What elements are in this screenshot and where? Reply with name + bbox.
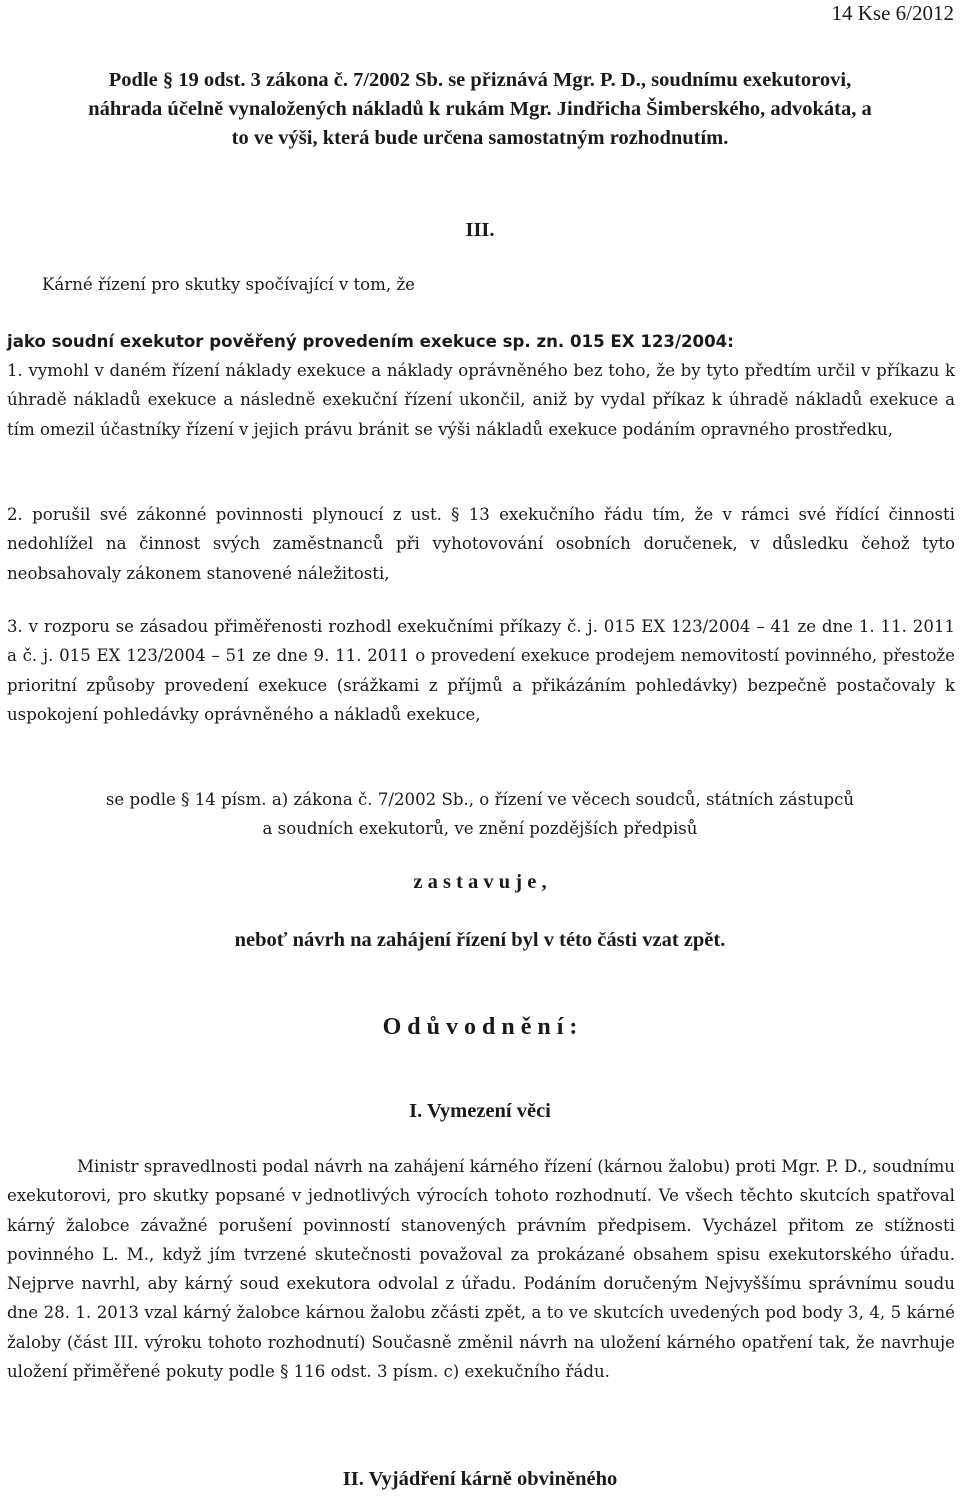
legal-basis-line-2: a soudních exekutorů, ve znění pozdějších předpisů bbox=[262, 819, 698, 839]
case-reference: 14 Kse 6/2012 bbox=[831, 1, 954, 25]
legal-basis-line-1: se podle § 14 písm. a) zákona č. 7/2002 Sb., o řízení ve věcech soudců, státních zástupců bbox=[105, 790, 855, 809]
verdict-iii-point-2: 2. porušil své zákonné povinnosti plynoucí z ust. § 13 exekučního řádu tím, že v rámci své řídící činnosti nedohlížel na činnost svých zaměstnanců při vyhotovování osobních doručenek, v důsledku čehož tyto neobsahovaly zákonem stanovené náležitosti, bbox=[7, 505, 955, 583]
verdict-ii-block bbox=[30, 66, 930, 153]
legal-basis bbox=[0, 785, 960, 844]
verdict-ii-line-1: Podle § 19 odst. 3 zákona č. 7/2002 Sb. se přiznává Mgr. P. D., soudnímu exekutorovi, bbox=[108, 69, 852, 91]
verdict-ii-line-2: náhrada účelně vynaložených nákladů k rukám Mgr. Jindřicha Šimberského, advokáta, a bbox=[88, 98, 872, 120]
decision-reason: neboť návrh na zahájení řízení byl v této části vzat zpět. bbox=[234, 929, 726, 951]
verdict-iii-intro: Kárné řízení pro skutky spočívající v tom, že bbox=[42, 275, 416, 294]
verdict-iii-heading: jako soudní exekutor pověřený provedením exekuce sp. zn. 015 EX 123/2004: bbox=[7, 332, 734, 351]
decision-word: z a s t a v u j e , bbox=[413, 871, 547, 893]
reasoning-title: O d ů v o d n ě n í : bbox=[382, 1014, 578, 1040]
section-1-text: Ministr spravedlnosti podal návrh na zahájení kárného řízení (kárnou žalobu) proti Mgr. P. D., soudnímu exekutorovi, pro skutky popsané v jednotlivých výrocích tohoto rozhodnutí. Ve všech těchto skutcích spatřoval kárný žalobce závažné porušení povinností stanovených právním předpisem. Vycházel přitom ze stížnosti povinného L. M., když jím tvrzené skutečnosti považoval za prokázané obsahem spisu exekutorského úřadu. Nejprve navrhl, aby kárný soud exekutora odvolal z úřadu. Podáním doručeným Nejvyššímu správnímu soudu dne 28. 1. 2013 vzal kárný žalobce kárnou žalobu zčásti zpět, a to ve skutcích uvedených pod body 3, 4, 5 kárné žaloby (část III. výroku tohoto rozhodnutí) Současně změnil návrh na uložení kárného opatření tak, že navrhuje uložení přiměřené pokuty podle § 116 odst. 3 písm. c) exekučního řádu. bbox=[7, 1157, 955, 1382]
section-2-title: II. Vyjádření kárně obviněného bbox=[342, 1468, 618, 1490]
section-1-title: I. Vymezení věci bbox=[409, 1100, 551, 1122]
verdict-iii-numeral: III. bbox=[465, 219, 495, 241]
verdict-ii-line-3: to ve výši, která bude určena samostatným rozhodnutím. bbox=[231, 127, 729, 149]
verdict-iii-point-3: 3. v rozporu se zásadou přiměřenosti rozhodl exekučními příkazy č. j. 015 EX 123/2004 – 41 ze dne 1. 11. 2011 a č. j. 015 EX 123/2004 – 51 ze dne 9. 11. 2011 o provedení exekuce prodejem nemovitostí povinného, přestože prioritní způsoby provedení exekuce (srážkami z příjmů a přikázáním pohledávky) bezpečně postačovaly k uspokojení pohledávky oprávněného a nákladů exekuce, bbox=[7, 617, 955, 724]
verdict-iii-point-1: 1. vymohl v daném řízení náklady exekuce a náklady oprávněného bez toho, že by tyto předtím určil v příkazu k úhradě nákladů exekuce a následně exekuční řízení ukončil, aniž by vydal příkaz k úhradě nákladů exekuce a tím omezil účastníky řízení v jejich právu bránit se výši nákladů exekuce podáním opravného prostředku, bbox=[7, 361, 955, 439]
